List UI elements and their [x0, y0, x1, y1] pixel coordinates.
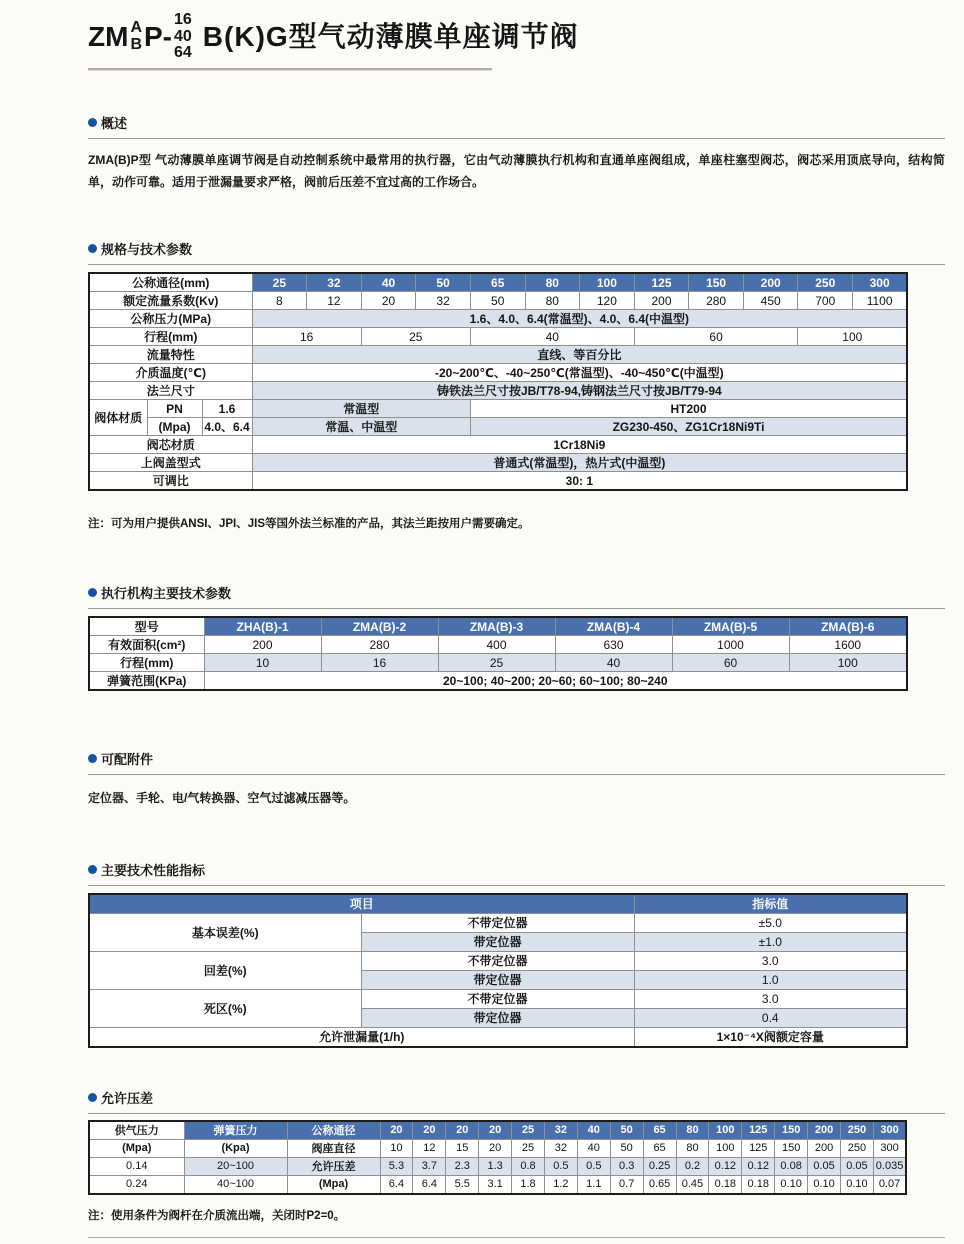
title-prefix: ZM: [88, 21, 129, 52]
table-row: [89, 418, 907, 436]
table-cell: 行程(mm): [89, 328, 252, 346]
table-cell: 80: [525, 292, 580, 310]
table-cell: (Mpa): [287, 1175, 380, 1194]
table-cell: 法兰尺寸: [89, 382, 252, 400]
table-cell: 25: [512, 1121, 545, 1140]
table-cell: 直线、等百分比: [252, 346, 907, 364]
table-cell: 250: [798, 273, 853, 292]
table-cell: 50: [610, 1139, 643, 1157]
table-cell: 1.6、4.0、6.4(常温型)、4.0、6.4(中温型): [252, 310, 907, 328]
table-cell: 400: [438, 636, 555, 654]
bullet-icon: [88, 754, 97, 763]
table-cell: 700: [798, 292, 853, 310]
title-stack-model: [130, 20, 142, 54]
table-cell: ZMA(B)-2: [321, 617, 438, 636]
table-cell: 100: [798, 328, 907, 346]
section-heading-performance: [88, 860, 945, 879]
section-title-pressure: 允许压差: [101, 1090, 154, 1106]
table-row: [89, 364, 907, 382]
table-cell: 20: [361, 292, 416, 310]
section-divider: [88, 885, 945, 886]
table-cell: 1.8: [512, 1175, 545, 1194]
table-cell: 20: [380, 1121, 413, 1140]
table-cell: 450: [743, 292, 798, 310]
table-cell: 不带定位器: [361, 989, 634, 1008]
table-cell: 50: [610, 1121, 643, 1140]
table-row: [89, 310, 907, 328]
table-cell: 0.24: [89, 1175, 184, 1194]
table-row: [89, 951, 907, 970]
table-cell: 80: [676, 1121, 709, 1140]
page-title: [88, 0, 945, 68]
table-cell: 不带定位器: [361, 951, 634, 970]
table-cell: 40: [361, 273, 416, 292]
table-cell: 1Cr18Ni9: [252, 436, 907, 454]
table-row: [89, 346, 907, 364]
table-cell: 0.10: [775, 1175, 808, 1194]
table-cell: 弹簧范围(KPa): [89, 672, 204, 691]
table-row: [89, 913, 907, 932]
table-row: [89, 1121, 906, 1140]
table-cell: 带定位器: [361, 970, 634, 989]
table-cell: 50: [470, 292, 525, 310]
table-cell: 弹簧压力: [184, 1121, 287, 1140]
table-cell: 300: [873, 1121, 906, 1140]
table-cell: 0.10: [840, 1175, 873, 1194]
table-cell: 型号: [89, 617, 204, 636]
table-cell: 10: [204, 654, 321, 672]
table-cell: ZMA(B)-6: [789, 617, 907, 636]
table-cell: 0.08: [775, 1157, 808, 1175]
spec-table-note: 注：可为用户提供ANSI、JPI、JIS等国外法兰标准的产品，其法兰距按用户需要确定。: [88, 518, 530, 531]
table-cell: 有效面积(cm²): [89, 636, 204, 654]
section-heading-accessories: [88, 749, 945, 768]
title-stack-a: A: [130, 19, 142, 37]
table-cell: 0.45: [676, 1175, 709, 1194]
overview-paragraph: ZMA(B)P型 气动薄膜单座调节阀是自动控制系统中最常用的执行器，它由气动薄膜执行机构和直通单座阀组成，单座柱塞型阀芯，阀芯采用顶底导向，结构简单，动作可靠。适用于泄漏量要求严格，阀前后压差不宜过高的工作场合。: [88, 153, 945, 190]
title-stack-64: 64: [174, 44, 192, 62]
data-table: [88, 272, 908, 491]
section-title-spec: 规格与技术参数: [101, 242, 193, 258]
table-cell: 20: [446, 1121, 479, 1140]
table-cell: (Mpa): [147, 418, 202, 436]
table-row: [89, 636, 907, 654]
table-cell: 阀芯材质: [89, 436, 252, 454]
table-cell: 25: [361, 328, 470, 346]
table-cell: 150: [775, 1121, 808, 1140]
title-stack-pressure: [174, 12, 192, 63]
table-cell: 0.8: [512, 1157, 545, 1175]
table-cell: 200: [204, 636, 321, 654]
table-cell: 30: 1: [252, 472, 907, 491]
table-cell: 150: [689, 273, 744, 292]
table-cell: 32: [544, 1139, 577, 1157]
table-cell: 32: [307, 273, 362, 292]
table-cell: 280: [689, 292, 744, 310]
table-cell: 指标值: [634, 894, 907, 914]
table-cell: PN: [147, 400, 202, 418]
table-cell: 60: [634, 328, 798, 346]
table-cell: 1000: [672, 636, 789, 654]
table-cell: 1.1: [577, 1175, 610, 1194]
table-cell: 125: [742, 1121, 775, 1140]
table-cell: 12: [307, 292, 362, 310]
table-cell: 0.05: [808, 1157, 841, 1175]
table-cell: ZG230-450、ZG1Cr18Ni9Ti: [470, 418, 907, 436]
data-table: [88, 893, 908, 1048]
table-row: [89, 1139, 906, 1157]
table-cell: 不带定位器: [361, 913, 634, 932]
table-row: [89, 472, 907, 491]
table-cell: 16: [321, 654, 438, 672]
actuator-table: [88, 616, 945, 691]
table-cell: 可调比: [89, 472, 252, 491]
bullet-icon: [88, 244, 97, 253]
pressure-table: [88, 1120, 945, 1195]
table-cell: 125: [634, 273, 689, 292]
bullet-icon: [88, 865, 97, 874]
section-divider: [88, 608, 945, 609]
table-cell: 介质温度(℃): [89, 364, 252, 382]
title-suffix: B(K)G型气动薄膜单座调节阀: [202, 21, 579, 52]
table-row: [89, 1157, 906, 1175]
table-cell: 32: [416, 292, 471, 310]
table-cell: ZMA(B)-3: [438, 617, 555, 636]
table-cell: 0.2: [676, 1157, 709, 1175]
table-cell: 带定位器: [361, 1008, 634, 1027]
table-cell: 10: [380, 1139, 413, 1157]
table-cell: 0.3: [610, 1157, 643, 1175]
table-cell: 额定流量系数(Kv): [89, 292, 252, 310]
table-cell: 公称压力(MPa): [89, 310, 252, 328]
table-cell: -20~200℃、-40~250℃(常温型)、-40~450℃(中温型): [252, 364, 907, 382]
section-title-performance: 主要技术性能指标: [101, 862, 206, 878]
data-table: [88, 616, 908, 691]
table-row: [89, 273, 907, 292]
table-cell: 项目: [89, 894, 634, 914]
table-cell: 20: [479, 1121, 512, 1140]
table-cell: 8: [252, 292, 307, 310]
table-cell: (Kpa): [184, 1139, 287, 1157]
table-cell: 0.5: [577, 1157, 610, 1175]
table-cell: 6.4: [380, 1175, 413, 1194]
section-heading-overview: [88, 113, 945, 132]
table-cell: 40: [555, 654, 672, 672]
title-stack-b: B: [130, 36, 142, 53]
table-cell: 20: [479, 1139, 512, 1157]
table-cell: 3.0: [634, 951, 907, 970]
table-row: [89, 328, 907, 346]
table-cell: 50: [416, 273, 471, 292]
title-stack-16: 16: [174, 10, 192, 28]
table-cell: 常温、中温型: [252, 418, 470, 436]
table-cell: ZMA(B)-4: [555, 617, 672, 636]
table-cell: 125: [742, 1139, 775, 1157]
table-cell: 铸铁法兰尺寸按JB/T78-94,铸钢法兰尺寸按JB/T79-94: [252, 382, 907, 400]
table-cell: 25: [512, 1139, 545, 1157]
section-title-overview: 概述: [101, 116, 128, 131]
table-cell: 300: [873, 1139, 906, 1157]
accessories-paragraph: 定位器、手轮、电/气转换器、空气过滤减压器等。: [88, 791, 356, 806]
table-cell: 行程(mm): [89, 654, 204, 672]
table-cell: 250: [840, 1121, 873, 1140]
table-cell: 上阀盖型式: [89, 454, 252, 472]
table-cell: 0.05: [840, 1157, 873, 1175]
table-cell: 公称通径(mm): [89, 273, 252, 292]
spec-table: [88, 272, 945, 491]
table-row: [89, 382, 907, 400]
table-cell: 1600: [789, 636, 907, 654]
section-heading-spec: [88, 239, 945, 258]
title-stack-40: 40: [174, 27, 192, 45]
table-cell: ±5.0: [634, 913, 907, 932]
bullet-icon: [88, 1093, 97, 1102]
table-cell: 65: [643, 1139, 676, 1157]
table-cell: 基本误差(%): [89, 913, 361, 951]
table-cell: ZMA(B)-5: [672, 617, 789, 636]
table-cell: 公称通径: [287, 1121, 380, 1140]
table-cell: 250: [840, 1139, 873, 1157]
section-divider: [88, 264, 945, 265]
table-cell: 150: [775, 1139, 808, 1157]
table-cell: 200: [808, 1121, 841, 1140]
table-cell: 12: [413, 1139, 446, 1157]
section-title-actuator: 执行机构主要技术参数: [101, 586, 232, 602]
page-bottom-divider: [88, 1237, 945, 1238]
section-divider: [88, 774, 945, 775]
table-cell: 5.5: [446, 1175, 479, 1194]
table-cell: 死区(%): [89, 989, 361, 1027]
table-row: [89, 672, 907, 691]
table-cell: 280: [321, 636, 438, 654]
table-cell: 300: [853, 273, 908, 292]
table-row: [89, 436, 907, 454]
table-cell: (Mpa): [89, 1139, 184, 1157]
table-cell: 40: [577, 1121, 610, 1140]
table-row: [89, 454, 907, 472]
table-row: [89, 1027, 907, 1047]
table-cell: 20~100; 40~200; 20~60; 60~100; 80~240: [204, 672, 907, 691]
table-cell: 4.0、6.4: [202, 418, 252, 436]
table-cell: 阀体材质: [89, 400, 147, 436]
table-cell: 0.4: [634, 1008, 907, 1027]
table-cell: 3.7: [413, 1157, 446, 1175]
table-cell: 65: [643, 1121, 676, 1140]
pressure-table-note: 注：使用条件为阀杆在介质流出端，关闭时P2=0。: [88, 1209, 346, 1222]
table-cell: 5.3: [380, 1157, 413, 1175]
table-cell: 100: [580, 273, 635, 292]
table-cell: 20: [413, 1121, 446, 1140]
table-cell: 3.1: [479, 1175, 512, 1194]
table-cell: 1.0: [634, 970, 907, 989]
table-cell: 流量特性: [89, 346, 252, 364]
table-cell: 630: [555, 636, 672, 654]
section-divider: [88, 138, 945, 139]
table-cell: 0.18: [742, 1175, 775, 1194]
table-cell: ±1.0: [634, 932, 907, 951]
table-cell: 6.4: [413, 1175, 446, 1194]
table-cell: 80: [525, 273, 580, 292]
table-cell: 200: [743, 273, 798, 292]
table-cell: 常温型: [252, 400, 470, 418]
table-cell: 带定位器: [361, 932, 634, 951]
data-table: [88, 1120, 907, 1195]
table-cell: 0.25: [643, 1157, 676, 1175]
table-cell: 40~100: [184, 1175, 287, 1194]
table-row: [89, 894, 907, 914]
table-cell: 1×10⁻⁴X阀额定容量: [634, 1027, 907, 1047]
table-cell: ZHA(B)-1: [204, 617, 321, 636]
table-cell: 15: [446, 1139, 479, 1157]
table-cell: 阀座直径: [287, 1139, 380, 1157]
table-cell: 0.14: [89, 1157, 184, 1175]
table-cell: 2.3: [446, 1157, 479, 1175]
table-cell: 0.10: [808, 1175, 841, 1194]
table-cell: 16: [252, 328, 361, 346]
table-cell: 0.65: [643, 1175, 676, 1194]
table-cell: 允许泄漏量(1/h): [89, 1027, 634, 1047]
title-divider: [88, 68, 492, 71]
section-heading-actuator: [88, 583, 945, 602]
table-cell: 0.5: [544, 1157, 577, 1175]
table-cell: 25: [252, 273, 307, 292]
section-divider: [88, 1113, 945, 1114]
table-cell: 200: [808, 1139, 841, 1157]
table-cell: 80: [676, 1139, 709, 1157]
table-cell: 0.035: [873, 1157, 906, 1175]
table-cell: 回差(%): [89, 951, 361, 989]
table-cell: 0.12: [709, 1157, 742, 1175]
table-cell: 40: [470, 328, 634, 346]
table-cell: 100: [789, 654, 907, 672]
table-cell: 25: [438, 654, 555, 672]
table-cell: HT200: [470, 400, 907, 418]
page: [88, 0, 945, 1238]
table-cell: 0.07: [873, 1175, 906, 1194]
table-cell: 60: [672, 654, 789, 672]
table-cell: 100: [709, 1139, 742, 1157]
table-row: [89, 1175, 906, 1194]
table-cell: 供气压力: [89, 1121, 184, 1140]
table-cell: 20~100: [184, 1157, 287, 1175]
table-cell: 允许压差: [287, 1157, 380, 1175]
table-row: [89, 989, 907, 1008]
bullet-icon: [88, 118, 97, 127]
table-row: [89, 292, 907, 310]
section-title-accessories: 可配附件: [101, 752, 154, 768]
table-row: [89, 654, 907, 672]
bullet-icon: [88, 588, 97, 597]
table-cell: 1.2: [544, 1175, 577, 1194]
table-row: [89, 617, 907, 636]
table-cell: 1.3: [479, 1157, 512, 1175]
table-cell: 0.18: [709, 1175, 742, 1194]
table-cell: 100: [709, 1121, 742, 1140]
table-cell: 3.0: [634, 989, 907, 1008]
table-cell: 普通式(常温型)，热片式(中温型): [252, 454, 907, 472]
table-cell: 40: [577, 1139, 610, 1157]
table-cell: 32: [544, 1121, 577, 1140]
table-cell: 1.6: [202, 400, 252, 418]
table-cell: 0.12: [742, 1157, 775, 1175]
section-heading-pressure: [88, 1088, 945, 1107]
table-cell: 1100: [853, 292, 908, 310]
table-cell: 200: [634, 292, 689, 310]
table-cell: 0.7: [610, 1175, 643, 1194]
table-row: [89, 400, 907, 418]
table-cell: 120: [580, 292, 635, 310]
table-cell: 65: [470, 273, 525, 292]
performance-table: [88, 893, 945, 1048]
title-mid: P-: [144, 21, 172, 52]
